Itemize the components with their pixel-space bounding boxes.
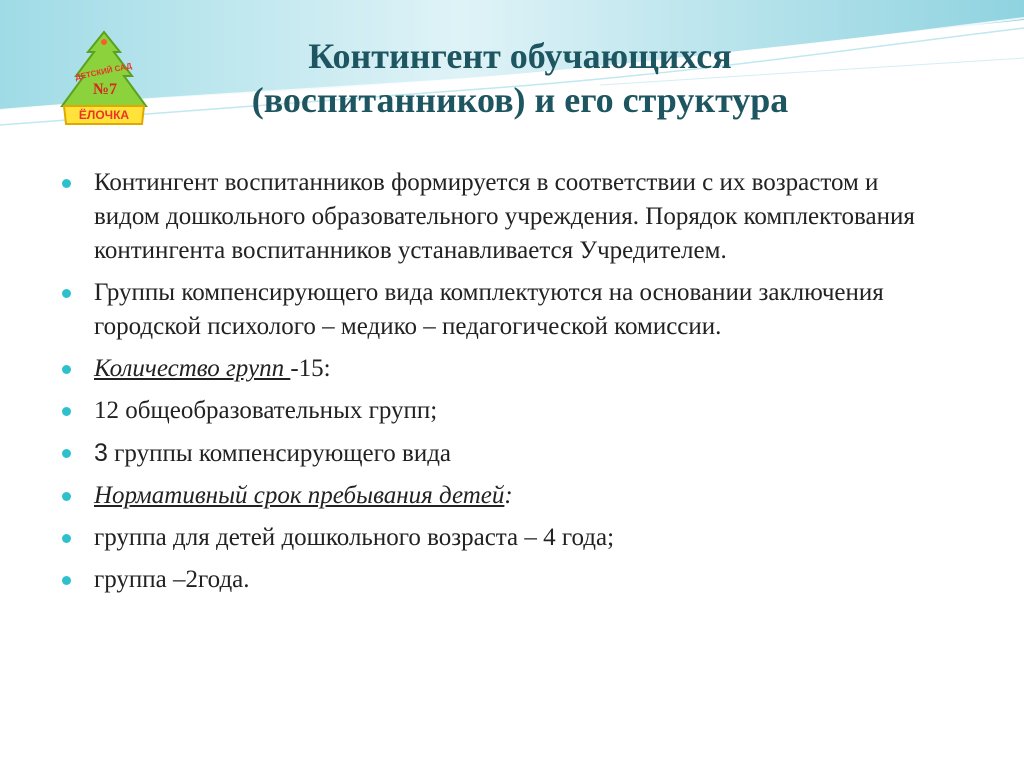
bullet-icon (62, 492, 71, 501)
stay-term-label: Нормативный срок пребывания детей (94, 482, 505, 509)
title-line-1: Контингент обучающихся (308, 36, 732, 76)
list-item-text: группы компенсирующего вида (107, 440, 452, 467)
groups-count-value: -15: (290, 355, 331, 382)
bullet-icon (62, 365, 71, 374)
kindergarten-logo (58, 30, 150, 132)
bullet-icon (62, 576, 71, 585)
stay-term-colon: : (504, 482, 513, 509)
list-item (62, 166, 942, 268)
list-item-text: 12 общеобразовательных групп; (94, 397, 438, 424)
list-item (62, 563, 942, 597)
page-title (170, 34, 870, 122)
list-item (62, 521, 942, 555)
bullet-icon (62, 534, 71, 543)
list-item (62, 479, 942, 513)
bullet-icon (62, 449, 71, 458)
list-item-text: Контингент воспитанников формируется в соответствии с их возрастом и видом дошкольного образовательного учреждения. Порядок комплектования контингента воспитанников устанавливается Учредителем. (94, 169, 915, 264)
list-item-text: группа –2года. (94, 566, 250, 593)
groups-count-label: Количество групп (94, 355, 291, 382)
bullet-icon (62, 179, 71, 188)
bullet-icon (62, 407, 71, 416)
list-item-text: группа для детей дошкольного возраста – 4 года; (94, 524, 615, 551)
list-item (62, 436, 942, 471)
compensating-groups-count: 3 (94, 439, 108, 467)
title-line-2: (воспитанников) и его структура (251, 80, 789, 120)
list-item (62, 394, 942, 428)
list-item (62, 276, 942, 344)
list-item (62, 352, 942, 386)
list-item-text: Группы компенсирующего вида комплектуются на основании заключения городской психолого – медико – педагогической комиссии. (94, 279, 884, 340)
bullet-list (62, 166, 942, 605)
bullet-icon (62, 289, 71, 298)
logo-name: ЁЛОЧКА (78, 108, 130, 122)
logo-number: №7 (92, 81, 118, 98)
logo-top-text: ДЕТСКИЙ САД (74, 61, 133, 82)
